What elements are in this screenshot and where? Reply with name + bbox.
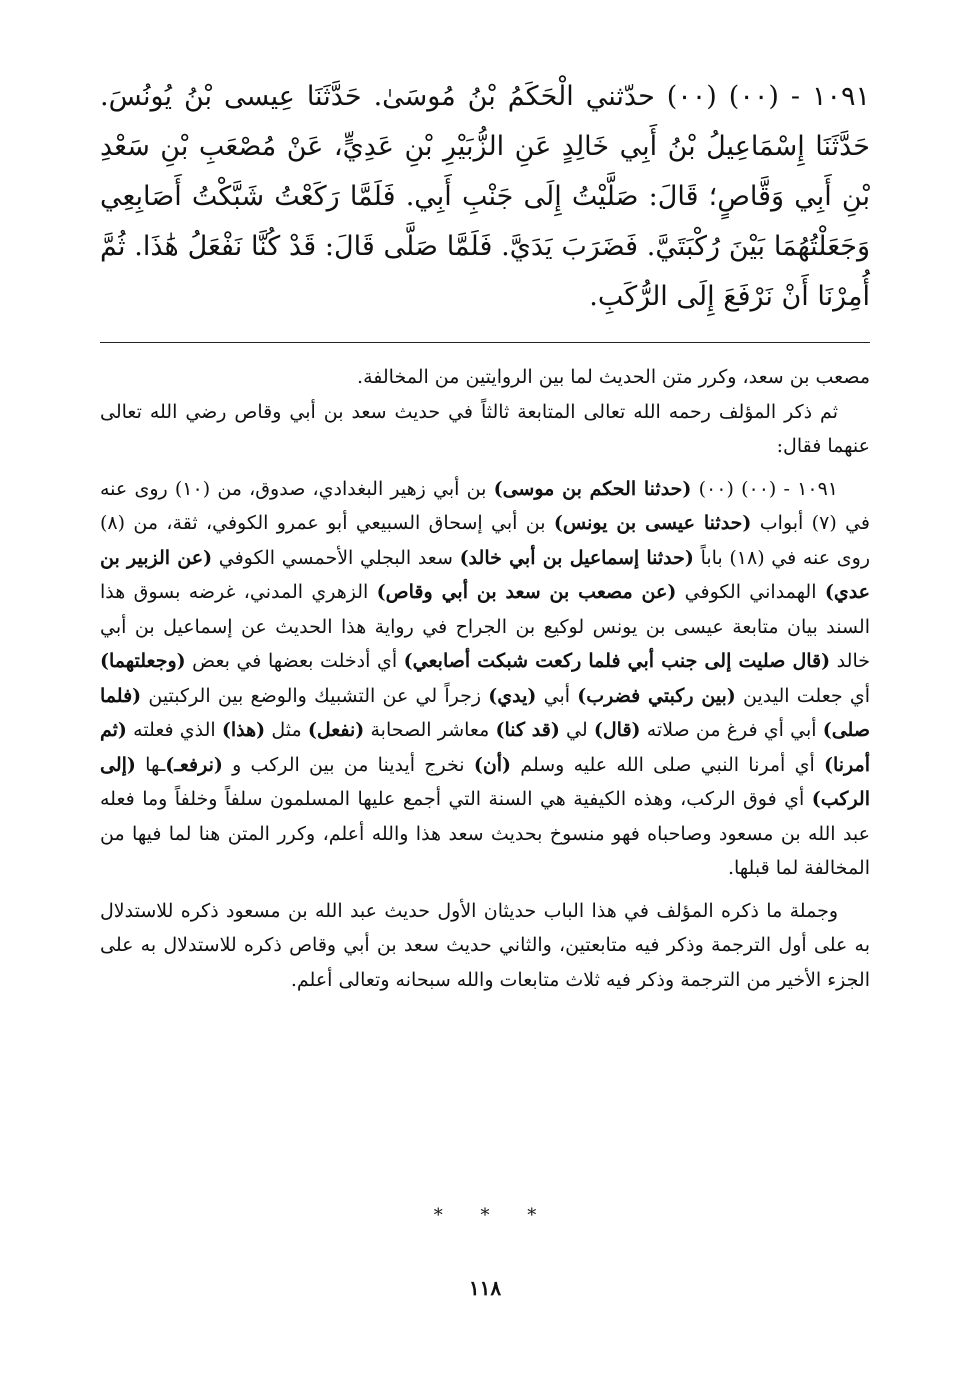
star-ornament: * [433,1205,443,1226]
text-segment: الزهري المدني، غرضه بسوق هذا السند بيان متابعة عيسى بن يونس لوكيع بن الجراح في رواية هذا الحديث عن إسماعيل بن أبي خالد [100,581,870,672]
page-number: ١١٨ [468,1276,502,1300]
quoted-text: (حدثنا إسماعيل بن أبي خالد) [459,546,694,569]
text-segment: أبي [536,684,578,707]
text-segment: معاشر الصحابة [364,719,496,741]
text-segment: أي جعلت اليدين [735,684,870,707]
hadith-text: ١٠٩١ - (٠٠) (٠٠) حدّثني الْحَكَمُ بْنُ مُوسَىٰ. حَدَّثَنَا عِيسى بْنُ يُونُسَ. حَدَّثَنَا إِسْمَاعِيلُ بْنُ أَبِي خَالِدٍ عَنِ الزُّبَيْرِ بْنِ عَدِيٍّ، عَنْ مُصْعَبِ بْنِ سَعْدِ بْنِ أَبِي وَقَّاصٍ؛ قَالَ: صَلَّيْتُ إِلَى جَنْبِ أَبِي. فَلَمَّا رَكَعْتُ شَبَّكْتُ أَصَابِعِي وَجَعَلْتُهُمَا بَيْنَ رُكْبَتَيَّ. فَضَرَبَ يَدَيَّ. فَلَمَّا صَلَّى قَالَ: قَدْ كُنَّا نَفْعَلُ هَٰذَا. ثُمَّ أُمِرْنَا أَنْ نَرْفَعَ إِلَى الرُّكَبِ. [100,81,870,312]
text-segment: الذي فعلته [126,719,222,741]
text-segment: أبي أي فرغ من صلاته [640,719,823,741]
quoted-text: (إلى الركب) [100,753,870,810]
text-segment: أي أدخلت بعضها في بعض [185,650,404,672]
text-segment: زجراً لي عن التشبيك والوضع بين الركبتين [141,684,489,707]
quoted-text: (بين ركبتي فضرب) [577,684,736,707]
text-segment: ١٠٩١ - (٠٠) (٠٠) [691,477,838,500]
quoted-text: (وجعلتهما) [100,650,186,672]
quoted-text: (يدي) [488,684,537,707]
hadith-block [100,72,870,322]
commentary-paragraph-2: ثم ذكر المؤلف رحمه الله تعالى المتابعة ثالثاً في حديث سعد بن أبي وقاص رضي الله تعالى عنهما فقال: [100,400,870,457]
text-segment: الهمداني الكوفي [676,581,825,603]
text-segment: لي [559,719,594,741]
text-segment: نخرج أيدينا من بين الركب و [222,753,474,776]
quoted-text: (هذا) [221,719,266,741]
quoted-text: (نرفعـ) [165,753,223,776]
quoted-text: (ثم أمرنا) [100,719,870,776]
quoted-text: (نفعل) [307,719,365,741]
text-segment: بن أبي إسحاق السبيعي أبو عمرو الكوفي، ثقة، من (٨) روى عنه في (١٨) باباً [100,512,871,569]
quoted-text: (قال صليت إلى جنب أبي فلما ركعت شبكت أصابعي) [403,650,831,672]
text-segment: بن أبي زهير البغدادي، صدوق، من (١٠) روى عنه في (٧) أبواب [100,477,870,534]
text-segment: ـها [135,753,166,776]
star-ornament: * [527,1205,537,1226]
text-segment: أي أمرنا النبي صلى الله عليه وسلم [511,753,824,776]
commentary-paragraph-1: مصعب بن سعد، وكرر متن الحديث لما بين الروايتين من المخالفة. [357,366,870,388]
commentary-block [100,360,870,997]
quoted-text: (حدثنا عيسى بن يونس) [553,512,752,534]
commentary-paragraph-3 [100,472,870,886]
text-segment: مثل [265,719,308,741]
quoted-text: (قال) [593,719,641,741]
footnote-divider [100,342,870,343]
quoted-text: (قد كنا) [495,719,560,741]
quoted-text: (فلما صلى) [100,684,870,741]
commentary-paragraph-4: وجملة ما ذكره المؤلف في هذا الباب حديثان الأول حديث عبد الله بن مسعود ذكره للاستدلال به على أول الترجمة وذكر فيه متابعتين، والثاني حديث سعد بن أبي وقاص ذكره للاستدلال به على الجزء الأخير من الترجمة وذكر فيه ثلاث متابعات والله سبحانه وتعالى أعلم. [100,899,870,991]
quoted-text: (أن) [473,753,512,776]
text-segment: سعد البجلي الأحمسي الكوفي [212,546,460,569]
star-ornament: * [480,1205,490,1226]
quoted-text: (عن مصعب بن سعد بن أبي وقاص) [376,581,677,603]
quoted-text: (حدثنا الحكم بن موسى) [493,477,692,500]
text-segment: أي فوق الركب، وهذه الكيفية هي السنة التي أجمع عليها المسلمون سلفاً وخلفاً وما فعله عبد الله بن مسعود وصاحباه فهو منسوخ بحديث سعد هذا والله أعلم، وكرر المتن هنا لما فيها من المخالفة لما قبلها. [100,788,871,879]
section-separator [100,1205,870,1226]
quoted-text: (عن الزبير بن عدي) [100,546,870,603]
